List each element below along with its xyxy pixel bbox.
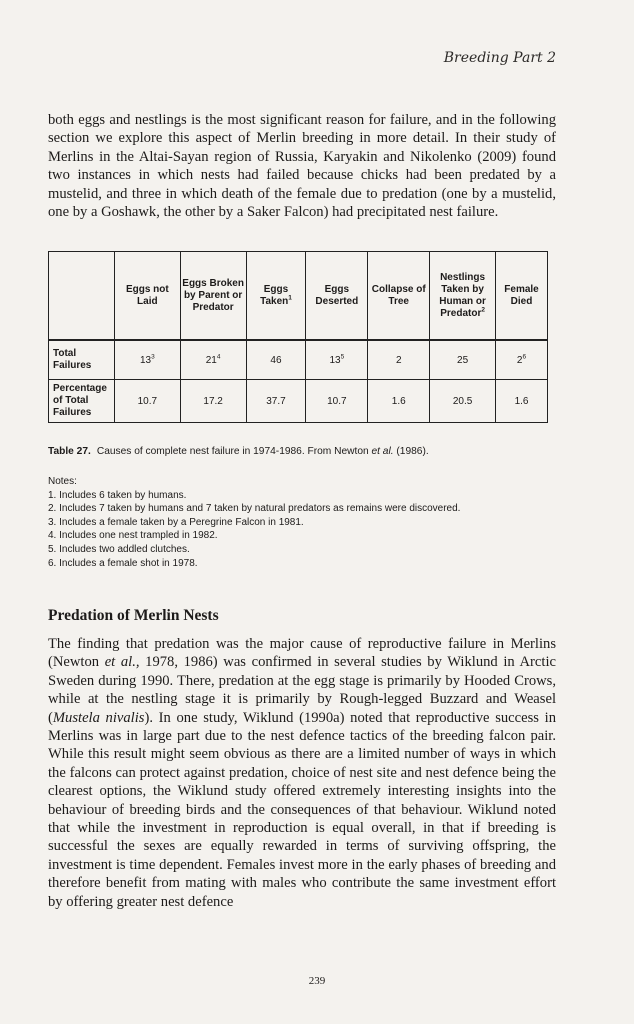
table-row: [49, 380, 548, 423]
note-item: 2. Includes 7 taken by humans and 7 taken by natural predators as remains were discovered.: [48, 503, 461, 515]
table-cell: 17.2: [180, 380, 246, 423]
table-row: [49, 340, 548, 380]
table-header: Female Died: [496, 252, 548, 341]
page-number: 239: [308, 975, 326, 987]
table-cell: 37.7: [246, 380, 306, 423]
table-cell: 1.6: [368, 380, 430, 423]
table-cell: $2^6$: [496, 340, 548, 380]
table-corner-cell: [49, 252, 115, 341]
table-caption: Table 27. Causes of complete nest failure in 1974-1986. From Newton et al. (1986).: [48, 446, 429, 457]
running-head: Breeding Part 2: [443, 50, 556, 66]
note-item: 3. Includes a female taken by a Peregrine Falcon in 1981.: [48, 516, 304, 528]
table-cell: $13^5$: [306, 340, 368, 380]
note-item: 6. Includes a female shot in 1978.: [48, 557, 198, 569]
nest-failure-table: [48, 251, 548, 423]
note-item: 4. Includes one nest trampled in 1982.: [48, 530, 218, 542]
table-cell: 10.7: [306, 380, 368, 423]
table-header: Eggs Deserted: [306, 252, 368, 341]
table-notes: [48, 475, 460, 570]
table-header: Eggs not Laid: [114, 252, 180, 341]
table-cell: 20.5: [430, 380, 496, 423]
table-header: Eggs Broken by Parent or Predator: [180, 252, 246, 341]
notes-title: Notes:: [48, 476, 77, 487]
table-header: Collapse of Tree: [368, 252, 430, 341]
table-header-row: [49, 252, 548, 341]
table-cell: 25: [430, 340, 496, 380]
table-cell: 2: [368, 340, 430, 380]
table-header: Nestlings Taken by Human or Predator$^2$: [430, 252, 496, 341]
note-item: 1. Includes 6 taken by humans.: [48, 489, 187, 501]
table-cell: $13^3$: [114, 340, 180, 380]
body-paragraph-2: The finding that predation was the major cause of reproductive failure in Merlins (Newton et al., 1978, 1986) was confirmed in several studies by Wiklund in Arctic Sweden during 1990. There, predation at the egg stage is primarily by Hooded Crows, while at the nestling stage it is primarily by Rough-legged Buzzard and Weasel (Mustela nivalis). In one study, Wiklund (1990a) noted that reproductive success in Merlins was in large part due to the nest defence tactics of the breeding falcon pair. While this result might seem obvious as there are a limited number of ways in which the falcons can protect against predation, choice of nest site and nest defence being the clearest options, the Wiklund study offered extremely interesting insights into the behaviour of breeding birds and the consequences of that behaviour. Wiklund noted that while the investment in reproduction is equal overall, in that if breeding is successful the sexes are equally rewarded in terms of surviving offspring, the investment is time dependent. Females invest more in the early phases of breeding and therefore benefit from mating with males who contribute the same investment effort by offering greater nest defence: [48, 636, 556, 910]
table-cell: 1.6: [496, 380, 548, 423]
table-cell: 46: [246, 340, 306, 380]
row-label: Total Failures: [49, 340, 115, 380]
section-heading: Predation of Merlin Nests: [48, 607, 219, 624]
table-cell: $21^4$: [180, 340, 246, 380]
note-item: 5. Includes two addled clutches.: [48, 543, 190, 555]
table-cell: 10.7: [114, 380, 180, 423]
body-paragraph-1: both eggs and nestlings is the most significant reason for failure, and in the following section we explore this aspect of Merlin breeding in more detail. In their study of Merlins in the Altai-Sayan region of Russia, Karyakin and Nikolenko (2009) found two instances in which nests had failed because chicks had been predated by a mustelid, and three in which death of the female due to predation (one by a mustelid, one by a Goshawk, the other by a Saker Falcon) had precipitated nest failure.: [48, 112, 556, 221]
table-header: Eggs Taken$^1$: [246, 252, 306, 341]
row-label: Percentage of Total Failures: [49, 380, 115, 423]
